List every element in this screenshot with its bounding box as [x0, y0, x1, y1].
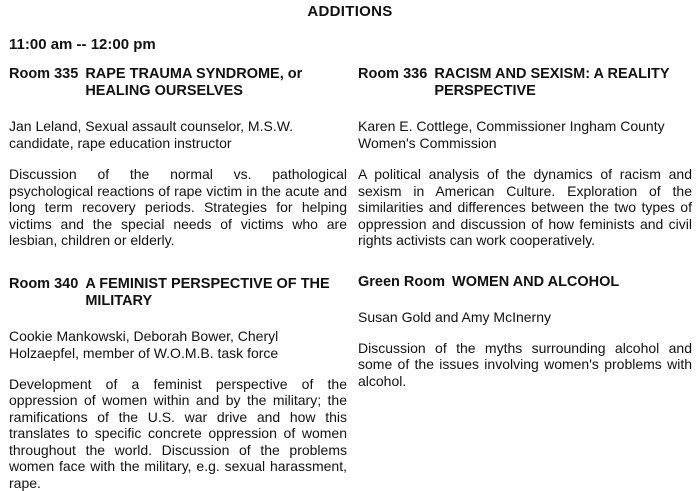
session-description: Development of a feminist perspective of the oppression of women within and by the military; the ramifications of the U.S. war drive and how this translates to specific concrete oppression of women throughout the world. Discussion of the problems women face with the military, e.g. sexual harassment, rape. [9, 376, 347, 491]
session-presenters: Susan Gold and Amy McInerny [358, 309, 692, 326]
session-room-340 [9, 276, 347, 491]
session-description: A political analysis of the dynamics of racism and sexism in American Culture. Exploration of the similarities and differences between the two types of oppression and discussion of how feminists and civil rights activists can work cooperatively. [358, 166, 692, 249]
time-slot: 11:00 am -- 12:00 pm [9, 36, 156, 53]
session-header [9, 66, 347, 100]
room-label: Green Room [358, 274, 445, 291]
session-title: A FEMINIST PERSPECTIVE OF THE MILITARY [85, 276, 347, 310]
room-label: Room 335 [9, 66, 78, 100]
session-header [358, 274, 692, 291]
right-column [358, 66, 692, 389]
page-heading: ADDITIONS [0, 3, 700, 20]
session-description: Discussion of the myths surrounding alcohol and some of the issues involving women's problems with alcohol. [358, 340, 692, 390]
room-label: Room 340 [9, 276, 78, 310]
session-room-336 [358, 66, 692, 249]
session-header [358, 66, 692, 100]
session-presenters: Karen E. Cottlege, Commissioner Ingham County Women's Commission [358, 118, 692, 152]
session-presenters: Cookie Mankowski, Deborah Bower, Cheryl Holzaepfel, member of W.O.M.B. task force [9, 328, 347, 362]
session-title: WOMEN AND ALCOHOL [452, 274, 692, 291]
session-header [9, 276, 347, 310]
session-title: RAPE TRAUMA SYNDROME, or HEALING OURSELVES [85, 66, 347, 100]
session-room-335 [9, 66, 347, 249]
session-description: Discussion of the normal vs. pathological psychological reactions of rape victim in the acute and long term recovery periods. Strategies for helping victims and the special needs of victims who are lesbian, children or elderly. [9, 166, 347, 249]
room-label: Room 336 [358, 66, 427, 100]
session-green-room [358, 274, 692, 390]
session-presenters: Jan Leland, Sexual assault counselor, M.S.W. candidate, rape education instructor [9, 118, 347, 152]
left-column [9, 66, 347, 491]
session-title: RACISM AND SEXISM: A REALITY PERSPECTIVE [434, 66, 692, 100]
